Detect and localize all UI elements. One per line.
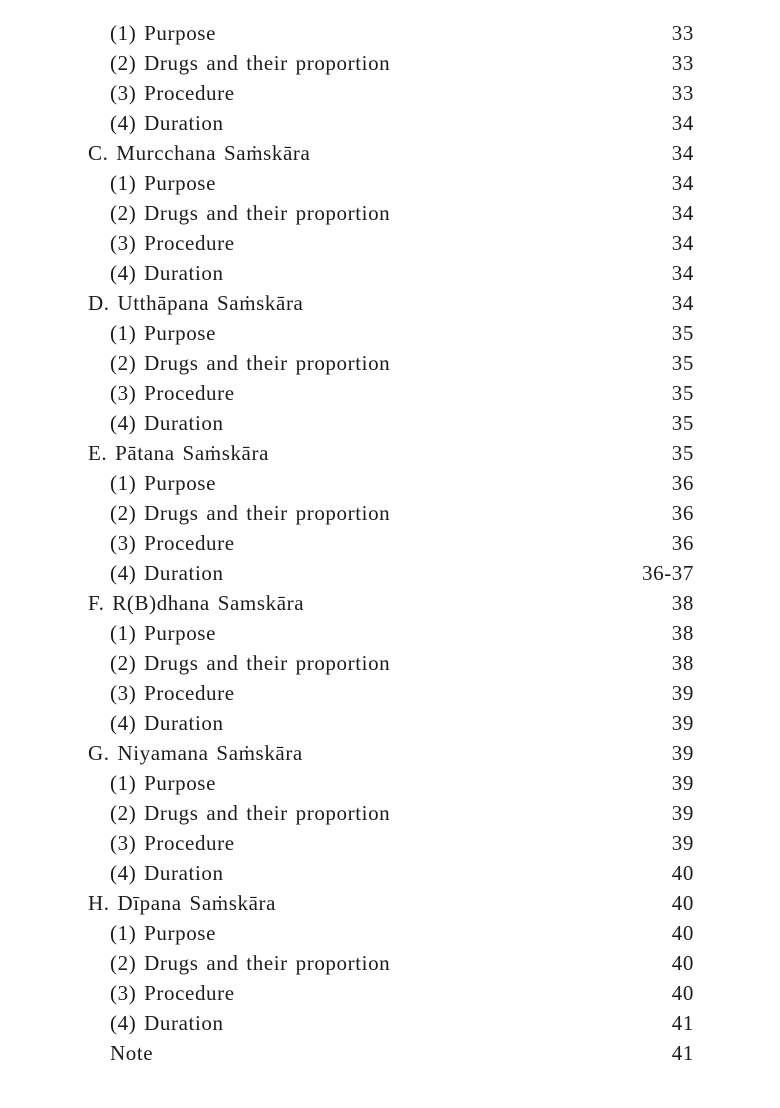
toc-page-number: 40	[671, 861, 694, 885]
toc-subentry	[0, 828, 780, 858]
toc-section-entry	[0, 138, 780, 168]
toc-page-number: 35	[671, 411, 694, 435]
toc-entry-title: (1) Purpose	[110, 771, 217, 795]
toc-entry-title: (1) Purpose	[110, 321, 217, 345]
toc-subentry	[0, 918, 780, 948]
toc-entry-title: (2) Drugs and their proportion	[110, 501, 391, 525]
toc-subentry	[0, 618, 780, 648]
toc-subentry	[0, 108, 780, 138]
toc-entry-title: (4) Duration	[110, 1011, 224, 1035]
toc-section-entry	[0, 288, 780, 318]
toc-section-entry	[0, 888, 780, 918]
toc-subentry	[0, 258, 780, 288]
toc-page-number: 36-37	[642, 561, 694, 585]
toc-page-number: 34	[671, 231, 694, 255]
toc-subentry	[0, 978, 780, 1008]
toc-entry-title: D. Utthāpana Saṁskāra	[88, 291, 304, 315]
toc-page-number: 41	[671, 1011, 694, 1035]
toc-page-number: 33	[671, 21, 694, 45]
toc-entry-title: (1) Purpose	[110, 471, 217, 495]
toc-entry-title: (3) Procedure	[110, 531, 235, 555]
toc-entry-title: (4) Duration	[110, 711, 224, 735]
toc-subentry	[0, 798, 780, 828]
toc-entry-title: (4) Duration	[110, 861, 224, 885]
toc-subentry	[0, 18, 780, 48]
toc-page-number: 36	[671, 471, 694, 495]
toc-page-number: 40	[671, 921, 694, 945]
toc-subentry	[0, 498, 780, 528]
toc-entry-title: (1) Purpose	[110, 171, 217, 195]
toc-subentry	[0, 858, 780, 888]
toc-entry-title: (4) Duration	[110, 261, 224, 285]
toc-entry-title: (4) Duration	[110, 411, 224, 435]
toc-entry-title: Note	[110, 1041, 154, 1065]
toc-page-number: 36	[671, 501, 694, 525]
toc-page-number: 39	[671, 681, 694, 705]
toc-page-number: 39	[671, 711, 694, 735]
toc-entry-title: F. R(B)dhana Samskāra	[88, 591, 305, 615]
toc-entry-title: (1) Purpose	[110, 21, 217, 45]
table-of-contents	[0, 18, 780, 1068]
toc-page-number: 40	[671, 981, 694, 1005]
toc-entry-title: (3) Procedure	[110, 381, 235, 405]
toc-page-number: 34	[671, 171, 694, 195]
toc-subentry	[0, 228, 780, 258]
toc-page-number: 35	[671, 321, 694, 345]
toc-page-number: 34	[671, 201, 694, 225]
toc-entry-title: G. Niyamana Saṁskāra	[88, 741, 303, 765]
toc-page-number: 34	[671, 261, 694, 285]
toc-entry-title: (2) Drugs and their proportion	[110, 951, 391, 975]
toc-entry-title: (2) Drugs and their proportion	[110, 201, 391, 225]
toc-page-number: 33	[671, 51, 694, 75]
toc-subentry	[0, 768, 780, 798]
toc-subentry	[0, 348, 780, 378]
toc-subentry	[0, 528, 780, 558]
toc-section-entry	[0, 588, 780, 618]
toc-section-entry	[0, 438, 780, 468]
toc-subentry	[0, 468, 780, 498]
toc-page-number: 38	[671, 591, 694, 615]
toc-entry-title: C. Murcchana Saṁskāra	[88, 141, 311, 165]
toc-entry-title: (3) Procedure	[110, 981, 235, 1005]
toc-entry-title: (3) Procedure	[110, 831, 235, 855]
toc-entry-title: (3) Procedure	[110, 81, 235, 105]
toc-subentry	[0, 948, 780, 978]
toc-page-number: 33	[671, 81, 694, 105]
toc-subentry	[0, 1008, 780, 1038]
toc-subentry	[0, 48, 780, 78]
toc-subentry	[0, 708, 780, 738]
toc-entry-title: (4) Duration	[110, 561, 224, 585]
toc-entry-title: E. Pātana Saṁskāra	[88, 441, 269, 465]
toc-entry-title: (2) Drugs and their proportion	[110, 801, 391, 825]
toc-entry-title: (3) Procedure	[110, 231, 235, 255]
toc-page-number: 39	[671, 741, 694, 765]
toc-subentry	[0, 408, 780, 438]
toc-subentry	[0, 678, 780, 708]
toc-subentry	[0, 168, 780, 198]
toc-page-number: 34	[671, 141, 694, 165]
toc-page-number: 38	[671, 621, 694, 645]
toc-section-entry	[0, 738, 780, 768]
toc-subentry	[0, 1038, 780, 1068]
toc-page-number: 40	[671, 891, 694, 915]
toc-subentry	[0, 648, 780, 678]
toc-page-number: 35	[671, 381, 694, 405]
toc-subentry	[0, 378, 780, 408]
toc-entry-title: (1) Purpose	[110, 921, 217, 945]
toc-subentry	[0, 558, 780, 588]
toc-page-number: 35	[671, 441, 694, 465]
toc-entry-title: (1) Purpose	[110, 621, 217, 645]
toc-entry-title: (2) Drugs and their proportion	[110, 51, 391, 75]
toc-subentry	[0, 198, 780, 228]
toc-subentry	[0, 318, 780, 348]
toc-subentry	[0, 78, 780, 108]
toc-page-number: 38	[671, 651, 694, 675]
toc-page-number: 34	[671, 291, 694, 315]
toc-page-number: 36	[671, 531, 694, 555]
toc-entry-title: (4) Duration	[110, 111, 224, 135]
toc-entry-title: (3) Procedure	[110, 681, 235, 705]
toc-page-number: 40	[671, 951, 694, 975]
toc-page-number: 34	[671, 111, 694, 135]
toc-page-number: 41	[671, 1041, 694, 1065]
toc-page-number: 35	[671, 351, 694, 375]
toc-entry-title: (2) Drugs and their proportion	[110, 351, 391, 375]
toc-entry-title: (2) Drugs and their proportion	[110, 651, 391, 675]
toc-page-number: 39	[671, 771, 694, 795]
toc-page-number: 39	[671, 831, 694, 855]
toc-page-number: 39	[671, 801, 694, 825]
toc-entry-title: H. Dīpana Saṁskāra	[88, 891, 276, 915]
